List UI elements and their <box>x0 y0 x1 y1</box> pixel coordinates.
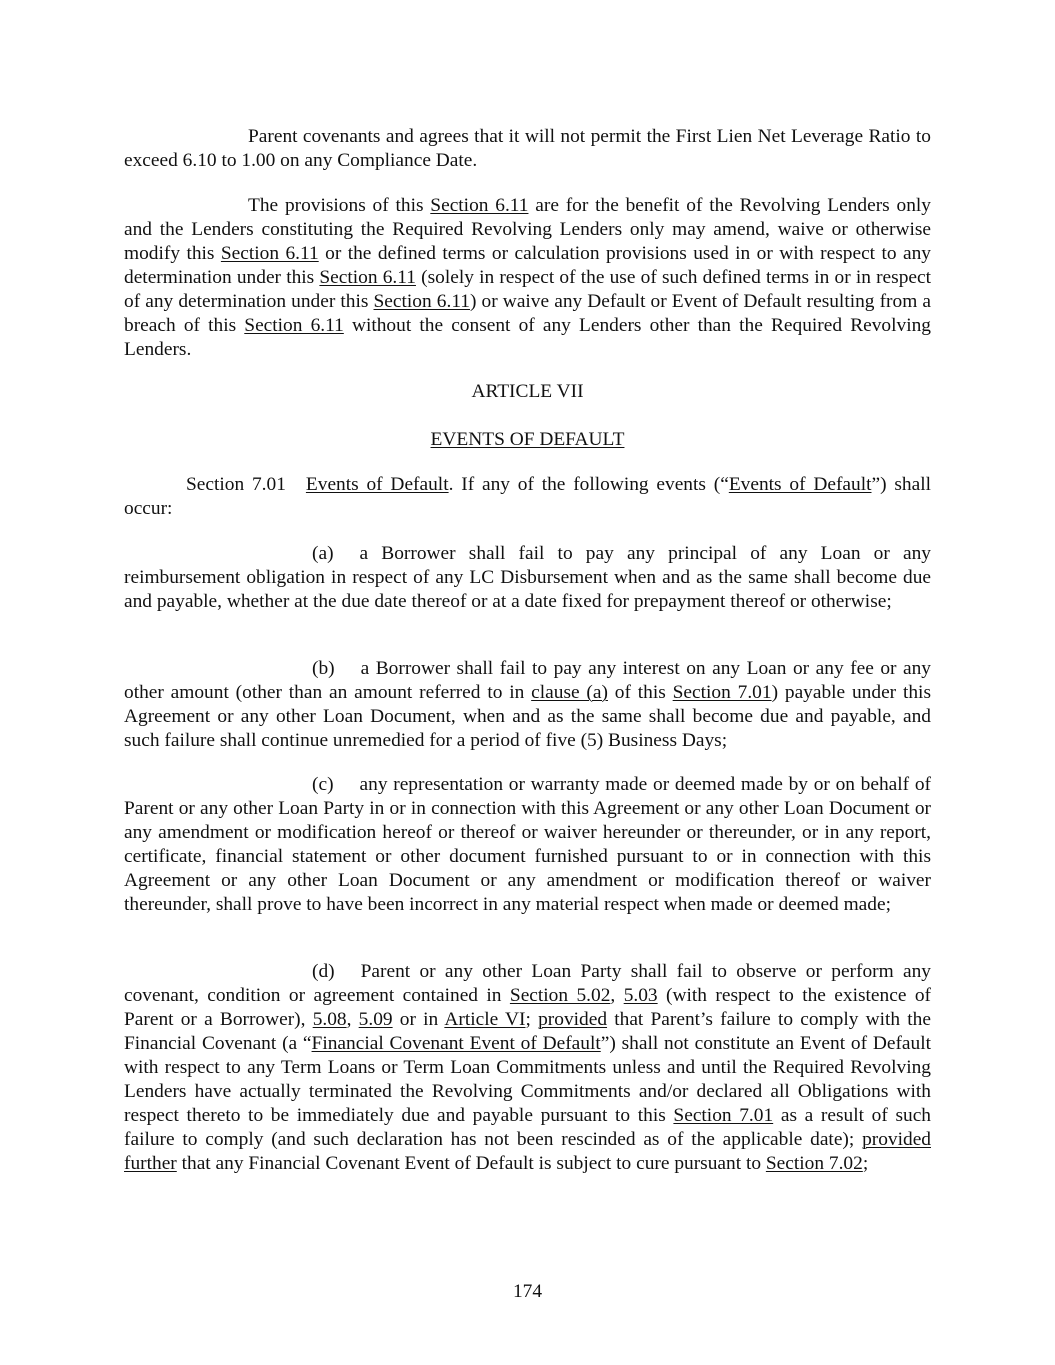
section-reference: Section 5.02 <box>509 985 611 1006</box>
paragraph-section-6-11-provisions <box>124 194 931 362</box>
text-run: that Parent’s failure to comply with the Financial Covenant (a “ <box>124 1009 931 1054</box>
clause-text: any representation or warranty made or deemed made by or on behalf of Parent or any other Loan Party in or in connection with this Agreement or any other Loan Document or any amendment or modification hereof or thereof or waiver hereunder or thereunder, or in any report, certificate, financial statement or other document furnished pursuant to or in connection with this Agreement or any other Loan Document or any amendment or modification thereof or waiver thereunder, shall prove to have been incorrect in any material respect when made or deemed made; <box>124 774 931 915</box>
article-number: ARTICLE VII <box>471 381 584 402</box>
clause-label: (a) <box>312 543 334 564</box>
section-label: Section 7.01 <box>186 474 286 495</box>
section-heading: Events of Default <box>305 474 449 495</box>
section-reference: Section 7.01 <box>673 1105 774 1126</box>
text-run: without the consent of any Lenders other than the Required Revolving Lenders. <box>124 315 931 360</box>
article-title <box>124 428 931 452</box>
section-reference: Section 6.11 <box>244 315 344 336</box>
section-reference: Section 6.11 <box>430 195 529 216</box>
defined-term: Financial Covenant Event of Default <box>311 1033 601 1054</box>
text-run: as a result of such failure to comply (and such declaration has not been rescinded as of the applicable date); <box>124 1105 931 1150</box>
text-run: that any Financial Covenant Event of Default is subject to cure pursuant to <box>176 1153 766 1174</box>
text-run: , <box>346 1009 359 1030</box>
clause-text: a Borrower shall fail to pay any principal of any Loan or any reimbursement obligation in respect of any LC Disbursement when and as the same shall become due and payable, whether at the due date thereof or at a date fixed for prepayment thereof or otherwise; <box>124 543 931 612</box>
section-reference: Section 6.11 <box>319 267 416 288</box>
clause-d <box>124 960 931 1176</box>
proviso-term: provided <box>862 1129 931 1150</box>
clause-c <box>124 773 931 917</box>
text-run: Parent or any other Loan Party shall fail to observe or perform any covenant, condition or agreement contained in <box>124 961 931 1006</box>
proviso-term: provided <box>538 1009 608 1030</box>
text-run: or the defined terms or calculation provisions used in or with respect to any determination under this <box>124 243 931 288</box>
defined-term: Events of Default <box>728 474 872 495</box>
text-run: The provisions of this <box>248 195 431 216</box>
paragraph-leverage-covenant <box>124 125 931 173</box>
section-7-01-heading <box>124 473 931 521</box>
text-run: ”) shall occur: <box>124 474 931 519</box>
clause-label: (b) <box>312 658 335 679</box>
text-run: ; <box>525 1009 539 1030</box>
clause-b <box>124 657 931 753</box>
article-title-text: EVENTS OF DEFAULT <box>430 429 625 450</box>
article-reference: Article VI <box>444 1009 526 1030</box>
clause-reference: clause (a) <box>531 682 608 703</box>
text-run: of this <box>607 682 673 703</box>
text-run: ) or waive any Default or Event of Default resulting from a breach of this <box>124 291 931 336</box>
clause-label: (c) <box>312 774 334 795</box>
clause-label: (d) <box>312 961 335 982</box>
text-run: ; <box>862 1153 869 1174</box>
text-run: , <box>610 985 624 1006</box>
text-run: . If any of the following events (“ <box>448 474 729 495</box>
text-run: a Borrower shall fail to pay any interest on any Loan or any fee or any other amount (other than an amount referred to in <box>124 658 931 703</box>
section-reference: Section 7.01 <box>672 682 772 703</box>
paragraph-text: Parent covenants and agrees that it will not permit the First Lien Net Leverage Ratio to exceed 6.10 to 1.00 on any Compliance Date. <box>124 126 931 171</box>
section-reference: Section 6.11 <box>373 291 470 312</box>
section-reference: 5.08 <box>312 1009 347 1030</box>
section-reference: 5.09 <box>358 1009 393 1030</box>
text-run: ”) shall not constitute an Event of Default with respect to any Term Loans or Term Loan Commitments unless and until the Required Revolving Lenders have actually terminated the Revolving Commitments and/or declared all Obligations with respect thereto to be immediately due and payable pursuant to this <box>124 1033 932 1126</box>
text-run: (solely in respect of the use of such defined terms in or in respect of any determination under this <box>124 267 931 312</box>
text-run: are for the benefit of the Revolving Lenders only and the Lenders constituting the Required Revolving Lenders only may amend, waive or otherwise modify this <box>124 195 931 264</box>
section-reference: 5.03 <box>623 985 658 1006</box>
proviso-term: further <box>124 1153 177 1174</box>
section-reference: Section 7.02 <box>765 1153 863 1174</box>
text-run: ) payable under this Agreement or any other Loan Document, when and as the same shall become due and payable, and such failure shall continue unremedied for a period of five (5) Business Days; <box>124 682 931 751</box>
section-reference: Section 6.11 <box>220 243 319 264</box>
text-run: (with respect to the existence of Parent or a Borrower), <box>124 985 931 1030</box>
page-number: 174 <box>512 1281 543 1302</box>
clause-a <box>124 542 931 614</box>
text-run: or in <box>392 1009 445 1030</box>
